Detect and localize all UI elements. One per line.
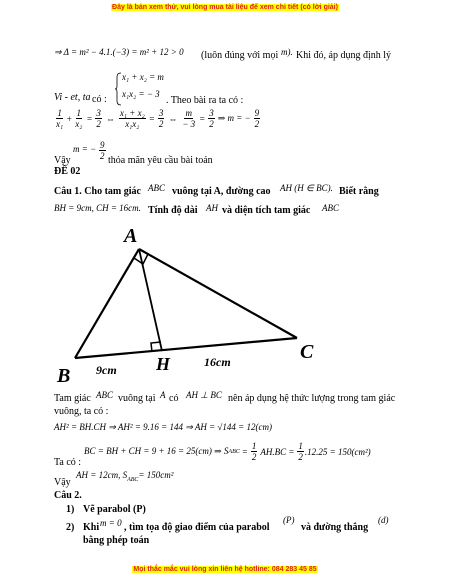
- side-ab: [75, 249, 139, 358]
- delta-m: m).: [281, 47, 293, 57]
- question-1-ask-ah: AH: [206, 203, 218, 213]
- vieta-tail: . Theo bài ra ta có :: [166, 95, 244, 106]
- question-2-item-2-d: (d): [378, 515, 389, 525]
- solution-line-1d: A: [160, 390, 166, 400]
- fraction-equation-row: $\frac{1}{\text{x₁}}$ + $\frac{1}{\text{x₂}}$ = $\frac{3}{2}$ ⇔ $\frac{\text{x₁ + x₂}}{\text{x₁x₂}}$ = $\frac{3}{2}$ ⇔ $\frac{m}{- 3}$ = $\frac{3}{2}$ ⇒ m = − $\frac{9}{2}$: [56, 108, 260, 129]
- question-2-item-2a: Khi: [83, 522, 100, 533]
- question-2-item-1: Vẽ parabol (P): [83, 504, 146, 515]
- question-2-item-2b: , tìm tọa độ giao điểm của parabol: [124, 522, 270, 533]
- question-1-prefix: Câu 1. Cho tam giác: [54, 186, 141, 197]
- solution-line-3: AH² = BH.CH ⇒ AH² = 9.16 = 144 ⇒ AH = √144 = 12(cm): [54, 422, 272, 432]
- question-1-ah: AH (H ∈ BC).: [280, 183, 333, 193]
- question-1-given: BH = 9cm, CH = 16cm.: [54, 203, 141, 213]
- length-bh: 9cm: [96, 363, 117, 377]
- side-ac: [139, 249, 297, 338]
- solution-line-1c: vuông tại: [118, 393, 156, 404]
- question-2-item-2-number: 2): [66, 522, 75, 533]
- vieta-co: có :: [92, 94, 107, 105]
- system-brace: [114, 72, 122, 106]
- question-1-ask-abc: ABC: [322, 203, 339, 213]
- delta-tail: Khi đó, áp dụng định lý: [296, 50, 391, 61]
- delta-note: (luôn đúng với mọi: [201, 50, 279, 61]
- question-1-ask: Tính độ dài: [148, 205, 198, 216]
- conclusion-2-eq: AH = 12cm, $S_{ABC}= 150cm^2$: [76, 470, 174, 483]
- solution-line-4-label: Ta có :: [54, 457, 82, 468]
- solution-line-1e: có: [169, 393, 179, 404]
- length-hc: 16cm: [204, 355, 231, 369]
- question-1-tail: Biết rằng: [339, 186, 379, 197]
- side-bc: [75, 338, 297, 358]
- question-2-title: Câu 2.: [54, 490, 82, 501]
- conclusion-1-eq: m = −: [73, 144, 97, 154]
- solution-line-1a: Tam giác: [54, 393, 91, 404]
- conclusion-1-label: Vậy: [54, 155, 71, 166]
- hotline-text: Mọi thắc mắc vui lòng xin liên hệ hotline: 084 283 45 85: [133, 566, 317, 573]
- solution-line-4: BC = BH + CH = 9 + 16 = 25(cm) ⇒ S ABC = $\frac{1}{2}$ AH.BC = $\frac{1}{2}$ .12.25 = 150(cm²): [84, 441, 371, 462]
- conclusion-1-tail: thỏa mãn yêu cầu bài toán: [108, 155, 213, 166]
- conclusion-2-label: Vậy: [54, 477, 71, 488]
- solution-line-1g: nên áp dụng hệ thức lượng trong tam giác: [228, 393, 396, 404]
- question-2-item-2c: và đường thẳng: [301, 522, 369, 533]
- label-c: C: [300, 341, 314, 363]
- solution-line-1b: ABC: [96, 390, 113, 400]
- question-1-mid: vuông tại A, đường cao: [172, 186, 271, 197]
- delta-equation: ⇒ Δ = m² − 4.1.(−3) = m² + 12 > 0: [54, 47, 184, 57]
- label-b: B: [57, 365, 71, 387]
- vieta-label: Vi - et, ta: [54, 92, 91, 103]
- question-1-ask-mid: và diện tích tam giác: [222, 205, 311, 216]
- solution-line-1f: AH ⊥ BC: [186, 390, 222, 400]
- right-triangle-figure: [54, 222, 334, 387]
- label-h: H: [156, 354, 171, 374]
- vieta-sum: x₁ + x₂ = m: [122, 72, 164, 82]
- question-2-item-2e: bằng phép toán: [83, 535, 150, 546]
- vieta-product: x₁x₂ = − 3: [122, 89, 160, 99]
- label-a: A: [124, 225, 138, 247]
- conclusion-1-fraction: $\frac{9}{2}$: [100, 140, 105, 161]
- hotline-footer: [0, 566, 450, 573]
- question-2-item-2-m: m = 0: [100, 518, 122, 528]
- section-title-de-02: ĐỀ 02: [54, 166, 81, 177]
- question-2-item-1-number: 1): [66, 504, 75, 515]
- preview-notice-banner: [0, 4, 450, 11]
- preview-notice-text: Đây là bản xem thử, vui lòng mua tài liệu để xem chi tiết (có lời giải): [112, 4, 338, 11]
- solution-line-2: vuông, ta có :: [54, 406, 109, 417]
- question-1-abc: ABC: [148, 183, 165, 193]
- question-2-item-2-p: (P): [283, 515, 295, 525]
